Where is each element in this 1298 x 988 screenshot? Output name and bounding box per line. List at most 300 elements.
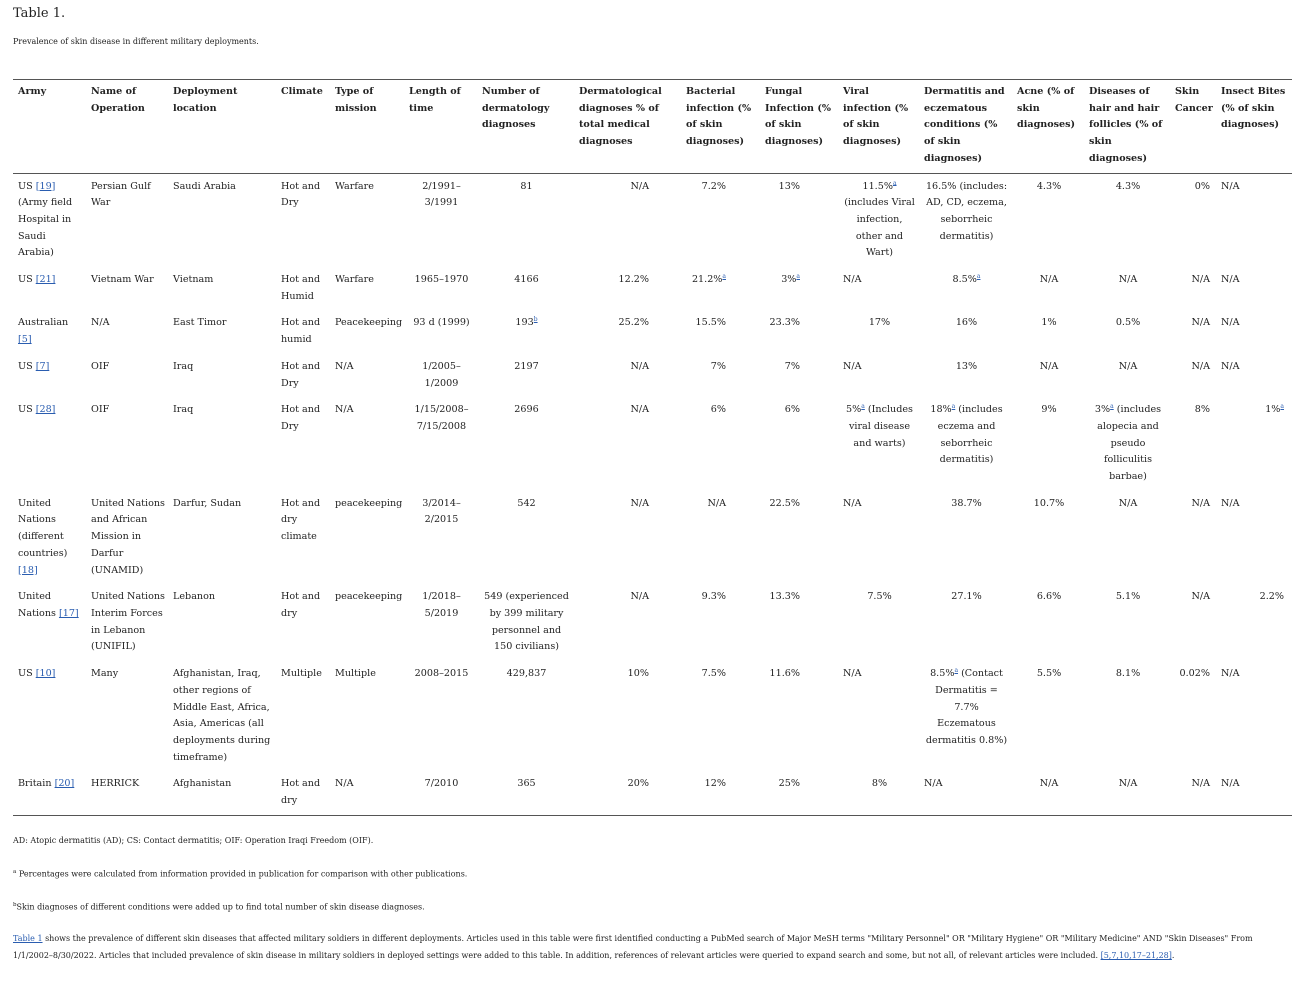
viral-text: 7.5% [867,591,892,603]
location-cell [168,354,276,397]
bacterial-text: 7% [710,360,726,372]
hair-text: N/A [1118,360,1138,372]
dermatitis-text: 38.7% [951,497,982,509]
length-text: 3/2014–2/2015 [422,497,461,526]
army-cell [13,661,86,771]
derm-pct-cell [574,491,681,585]
insect-text: N/A [1221,274,1240,286]
number-cell [477,173,574,267]
location-text: Afghanistan, Iraq, other regions of Middle East, Africa, Asia, Americas (all deployments during timeframe) [173,668,271,763]
table-title: Table 1. [13,6,66,21]
location-text: Afghanistan [173,778,232,790]
dermatitis-text: 16.5% (includes: AD, CD, eczema, seborrheic dermatitis) [925,180,1008,242]
army-cell [13,397,86,491]
bacterial-cell [681,397,760,491]
insect-cell [1216,310,1292,353]
reference-link[interactable]: [19] [35,180,56,192]
cancer-cell [1170,310,1216,353]
bacterial-text: 21.2% [691,274,723,286]
column-header: Length of time [409,86,461,114]
cancer-cell [1170,771,1216,815]
prevalence-table [13,79,1292,816]
army-text: United Nations [18,591,59,619]
bacterial-cell [681,267,760,310]
fungal-cell [760,173,838,267]
footnote-marker[interactable]: a [1110,403,1114,411]
insect-cell [1216,173,1292,267]
article-page [13,6,1293,988]
viral-cell [838,310,919,353]
number-text: 81 [520,180,533,192]
operation-cell [86,354,168,397]
location-cell [168,771,276,815]
insect-text: N/A [1221,360,1240,372]
table-row [13,584,1292,661]
insect-cell [1216,491,1292,585]
operation-cell [86,771,168,815]
operation-cell [86,397,168,491]
cancer-text: 0.02% [1179,668,1210,680]
footnote-marker[interactable]: a [861,403,865,411]
army-text: US [18,668,36,680]
viral-text: 11.5% [862,180,893,192]
reference-link[interactable]: [5] [18,334,32,346]
derm-pct-text: N/A [630,360,649,372]
acne-text: 10.7% [1033,497,1065,509]
hair-cell [1084,661,1170,771]
operation-cell [86,267,168,310]
insect-text: 1% [1265,404,1281,416]
hair-cell [1084,491,1170,585]
acne-text: 9% [1041,404,1057,416]
reference-link[interactable]: [20] [54,778,75,790]
army-text: US [18,180,36,192]
army-text: US [18,274,36,286]
number-cell [477,584,574,661]
reference-link[interactable]: [28] [35,404,56,416]
mission-text: Warfare [335,180,374,192]
acne-text: N/A [1039,274,1059,286]
dermatitis-cell [919,584,1012,661]
mission-cell [330,310,404,353]
number-cell [477,397,574,491]
army-cell [13,584,86,661]
column-header: Number of dermatology diagnoses [482,86,550,131]
climate-text: Hot and Dry [281,360,321,389]
army-cell [13,771,86,815]
climate-text: Hot and Humid [281,274,321,302]
cancer-cell [1170,354,1216,397]
viral-text: N/A [843,668,862,680]
table-row [13,491,1292,585]
viral-cell [838,267,919,310]
hair-text: (includes alopecia and pseudo folliculitis barbae) [1097,404,1162,483]
mission-text: peacekeeping [335,497,403,509]
fungal-text: 11.6% [769,668,800,680]
operation-text: Many [91,668,119,680]
viral-cell [838,173,919,267]
acne-cell [1012,661,1084,771]
insect-text: N/A [1221,668,1240,680]
hair-cell [1084,397,1170,491]
insect-text: N/A [1221,497,1240,509]
dermatitis-text: 18% [930,404,952,416]
cancer-text: N/A [1191,591,1210,603]
length-text: 1965–1970 [414,274,469,286]
number-text: 193 [515,317,534,329]
mission-text: Peacekeeping [335,317,403,329]
fungal-cell [760,310,838,353]
reference-link[interactable]: [18] [18,564,38,576]
length-cell [404,771,477,815]
footnote-marker[interactable]: b [533,316,538,324]
location-text: East Timor [173,317,227,329]
mission-cell [330,661,404,771]
dermatitis-cell [919,267,1012,310]
mission-cell [330,267,404,310]
column-header: Acne (% of skin diagnoses) [1017,86,1076,131]
column-header: Army [18,86,47,97]
cancer-cell [1170,491,1216,585]
viral-text: N/A [843,360,862,372]
climate-cell [276,661,330,771]
derm-pct-text: N/A [630,180,649,192]
climate-cell [276,584,330,661]
dermatitis-text: 8.5% [952,274,977,286]
dermatitis-cell [919,491,1012,585]
cancer-cell [1170,173,1216,267]
army-text: United Nations (different countries) [18,497,68,559]
length-text: 93 d (1999) [413,317,470,329]
derm-pct-cell [574,771,681,815]
bacterial-cell [681,771,760,815]
bacterial-text: N/A [707,497,726,509]
operation-cell [86,310,168,353]
climate-text: Hot and dry climate [281,497,321,543]
reference-link[interactable]: [17] [58,607,79,619]
hair-text: 4.3% [1115,180,1141,192]
fungal-cell [760,771,838,815]
table-row [13,310,1292,353]
viral-cell [838,771,919,815]
cancer-text: N/A [1191,274,1210,286]
reference-link[interactable]: [21] [35,274,56,286]
location-cell [168,310,276,353]
length-cell [404,267,477,310]
operation-text: United Nations Interim Forces in Lebanon (UNIFIL) [91,591,165,653]
footnote-marker[interactable]: a [796,272,800,280]
acne-cell [1012,310,1084,353]
fungal-cell [760,584,838,661]
number-text: 429,837 [506,668,547,680]
dermatitis-cell [919,397,1012,491]
climate-cell [276,354,330,397]
mission-cell [330,771,404,815]
dermatitis-cell [919,173,1012,267]
table-1-link[interactable]: Table 1 [13,934,43,944]
derm-pct-cell [574,397,681,491]
length-cell [404,661,477,771]
footnote-a: $^a$ Percentages were calculated from information provided in publication for comparison with other publications. [13,868,468,879]
acne-text: N/A [1039,360,1059,372]
footnote-marker[interactable]: a [976,272,981,280]
viral-text: (includes Viral infection, other and Wart) [844,197,915,259]
location-text: Iraq [173,404,194,416]
climate-text: Hot and dry [281,778,321,807]
acne-cell [1012,771,1084,815]
acne-text: N/A [1039,778,1059,790]
acne-cell [1012,354,1084,397]
fungal-text: 13.3% [769,591,800,603]
column-header: Type of mission [335,86,377,114]
bacterial-cell [681,310,760,353]
viral-text: N/A [843,497,862,509]
footnote-b: $^b$Skin diagnoses of different conditions were added up to find total number of skin disease diagnoses. [13,902,425,913]
derm-pct-cell [574,267,681,310]
hair-text: 8.1% [1115,668,1141,680]
dermatitis-text: (Contact Dermatitis = 7.7% Eczematous dermatitis 0.8%) [925,668,1008,746]
climate-cell [276,491,330,585]
bacterial-text: 7.5% [701,668,726,680]
table-row [13,771,1292,815]
acne-text: 6.6% [1036,591,1062,603]
bacterial-cell [681,491,760,585]
derm-pct-text: 25.2% [618,317,649,329]
length-text: 7/2010 [424,778,459,790]
dermatitis-cell [919,310,1012,353]
dermatitis-text: 16% [955,317,978,329]
operation-cell [86,173,168,267]
cancer-text: N/A [1191,317,1210,329]
cancer-text: N/A [1191,497,1210,509]
column-header: Insect Bites (% of skin diagnoses) [1221,86,1286,131]
cancer-cell [1170,661,1216,771]
number-text: 365 [517,778,536,790]
insect-cell [1216,397,1292,491]
army-text: (Army field Hospital in Saudi Arabia) [18,197,73,259]
fungal-text: 6% [784,404,800,416]
location-text: Lebanon [173,591,216,603]
column-header: Deployment location [173,86,238,114]
length-text: 1/15/2008–7/15/2008 [414,404,469,432]
bacterial-cell [681,354,760,397]
table-footnotes [13,836,1293,964]
bacterial-text: 6% [710,404,726,416]
number-cell [477,354,574,397]
army-cell [13,267,86,310]
bacterial-cell [681,584,760,661]
bacterial-text: 9.3% [701,591,726,603]
derm-pct-text: 20% [627,778,649,790]
number-cell [477,310,574,353]
length-cell [404,397,477,491]
table-row [13,354,1292,397]
climate-text: Hot and humid [281,317,321,346]
viral-cell [838,397,919,491]
viral-text: 5% [846,404,862,416]
header-row [13,80,1292,174]
operation-text: N/A [91,317,110,329]
hair-cell [1084,771,1170,815]
fungal-cell [760,354,838,397]
number-text: 549 (experienced by 399 military personnel and 150 civilians) [484,591,569,653]
climate-text: Hot and dry [281,591,321,619]
operation-text: Vietnam War [91,274,154,286]
dermatitis-text: N/A [924,778,943,790]
dermatitis-cell [919,661,1012,771]
insect-cell [1216,267,1292,310]
viral-cell [838,661,919,771]
column-header: Name of Operation [91,86,145,114]
mission-text: N/A [335,404,354,416]
army-text: US [18,404,36,416]
column-header: Fungal Infection (% of skin diagnoses) [765,86,831,148]
derm-pct-text: 10% [627,668,649,680]
acne-cell [1012,491,1084,585]
army-text: Britain [18,778,55,790]
hair-text: N/A [1118,778,1138,790]
location-cell [168,267,276,310]
hair-cell [1084,310,1170,353]
footnote-marker[interactable]: a [1280,403,1284,411]
table-caption: Prevalence of skin disease in different military deployments. [13,37,259,46]
length-cell [404,173,477,267]
cancer-text: N/A [1191,360,1210,372]
location-text: Darfur, Sudan [173,497,242,509]
derm-pct-text: N/A [630,497,649,509]
bacterial-text: 12% [704,778,726,790]
fungal-cell [760,267,838,310]
mission-cell [330,354,404,397]
insect-text: N/A [1221,180,1240,192]
location-text: Vietnam [173,274,214,286]
derm-pct-cell [574,661,681,771]
mission-text: N/A [335,360,354,372]
column-header: Dermatological diagnoses % of total medical diagnoses [579,86,662,148]
footnote-marker[interactable]: a [951,403,956,411]
bacterial-cell [681,173,760,267]
mission-cell [330,397,404,491]
cancer-cell [1170,267,1216,310]
dermatitis-text: 8.5% [930,668,955,680]
acne-text: 1% [1041,317,1057,329]
viral-text: 8% [871,778,888,790]
references-link[interactable]: [5,7,10,17–21,28] [1100,951,1172,961]
footnote-marker[interactable]: a [722,272,726,280]
mission-text: N/A [335,778,354,790]
fungal-text: 13% [778,180,800,192]
dermatitis-text: 27.1% [951,591,982,603]
number-cell [477,771,574,815]
fungal-cell [760,397,838,491]
operation-text: HERRICK [91,778,140,790]
reference-link[interactable]: [7] [35,360,50,372]
body-paragraph: Table 1 shows the prevalence of different skin diseases that affected military soldiers in different deployments. Articles used in this table were first identified conducting a PubMed search of Major MeSH terms "Military Personnel" OR "Military Hygiene" OR "Military Medicine" AND "Skin Diseases" From 1/1/2002–8/30/2022. Articles that included prevalence of skin disease in military soldiers in deployed settings were added to this table. In addition, references of relevant articles were queried to expand search and some, but not all, of relevant articles were included. [5,7,10,17–21,28]. [13,934,1253,961]
table-row [13,173,1292,267]
dermatitis-cell [919,354,1012,397]
insect-text: N/A [1221,317,1240,329]
climate-text: Multiple [281,668,322,680]
column-header: Viral infection (% of skin diagnoses) [843,86,909,148]
operation-text: OIF [91,404,110,416]
derm-pct-cell [574,310,681,353]
location-cell [168,173,276,267]
hair-text: 3% [1094,404,1111,416]
fungal-text: 23.3% [769,317,800,329]
length-text: 2/1991–3/1991 [422,180,461,209]
reference-link[interactable]: [10] [35,668,56,680]
viral-cell [838,354,919,397]
dermatitis-text: 13% [955,360,978,372]
length-text: 1/2005–1/2009 [422,360,461,389]
column-header: Bacterial infection (% of skin diagnoses) [686,86,752,148]
derm-pct-cell [574,173,681,267]
mission-text: Warfare [335,274,374,286]
table-row [13,661,1292,771]
hair-cell [1084,354,1170,397]
abbreviation-note: AD: Atopic dermatitis (AD); CS: Contact dermatitis; OIF: Operation Iraqi Freedom (OIF). [13,835,374,845]
acne-cell [1012,173,1084,267]
derm-pct-text: 12.2% [618,274,649,286]
mission-cell [330,584,404,661]
viral-cell [838,584,919,661]
insect-cell [1216,661,1292,771]
cancer-text: 0% [1194,180,1210,192]
viral-cell [838,491,919,585]
footnote-marker[interactable]: a [892,179,897,187]
army-cell [13,173,86,267]
number-text: 2197 [514,360,539,372]
table-row [13,397,1292,491]
operation-cell [86,491,168,585]
army-cell [13,491,86,585]
climate-text: Hot and Dry [281,404,321,432]
hair-cell [1084,584,1170,661]
length-cell [404,491,477,585]
dermatitis-cell [919,771,1012,815]
table-row [13,267,1292,310]
insect-text: 2.2% [1259,591,1284,603]
number-text: 2696 [514,404,539,416]
army-cell [13,354,86,397]
fungal-text: 3% [781,274,797,286]
cancer-cell [1170,397,1216,491]
acne-cell [1012,397,1084,491]
hair-text: N/A [1118,497,1138,509]
army-cell [13,310,86,353]
hair-cell [1084,267,1170,310]
fungal-cell [760,661,838,771]
length-text: 2008–2015 [414,668,469,680]
acne-text: 5.5% [1036,668,1062,680]
fungal-text: 7% [784,360,800,372]
location-text: Iraq [173,360,194,372]
length-text: 1/2018–5/2019 [422,591,461,619]
climate-cell [276,267,330,310]
operation-text: Persian Gulf War [91,180,151,209]
mission-text: peacekeeping [335,591,403,603]
location-cell [168,397,276,491]
bacterial-text: 15.5% [695,317,726,329]
location-cell [168,491,276,585]
army-text: US [18,360,36,372]
viral-text: 17% [868,317,891,329]
viral-text: (Includes viral disease and warts) [848,404,913,449]
hair-text: 0.5% [1115,317,1141,329]
cancer-text: 8% [1194,404,1210,416]
mission-cell [330,173,404,267]
footnote-marker[interactable]: a [954,666,959,674]
